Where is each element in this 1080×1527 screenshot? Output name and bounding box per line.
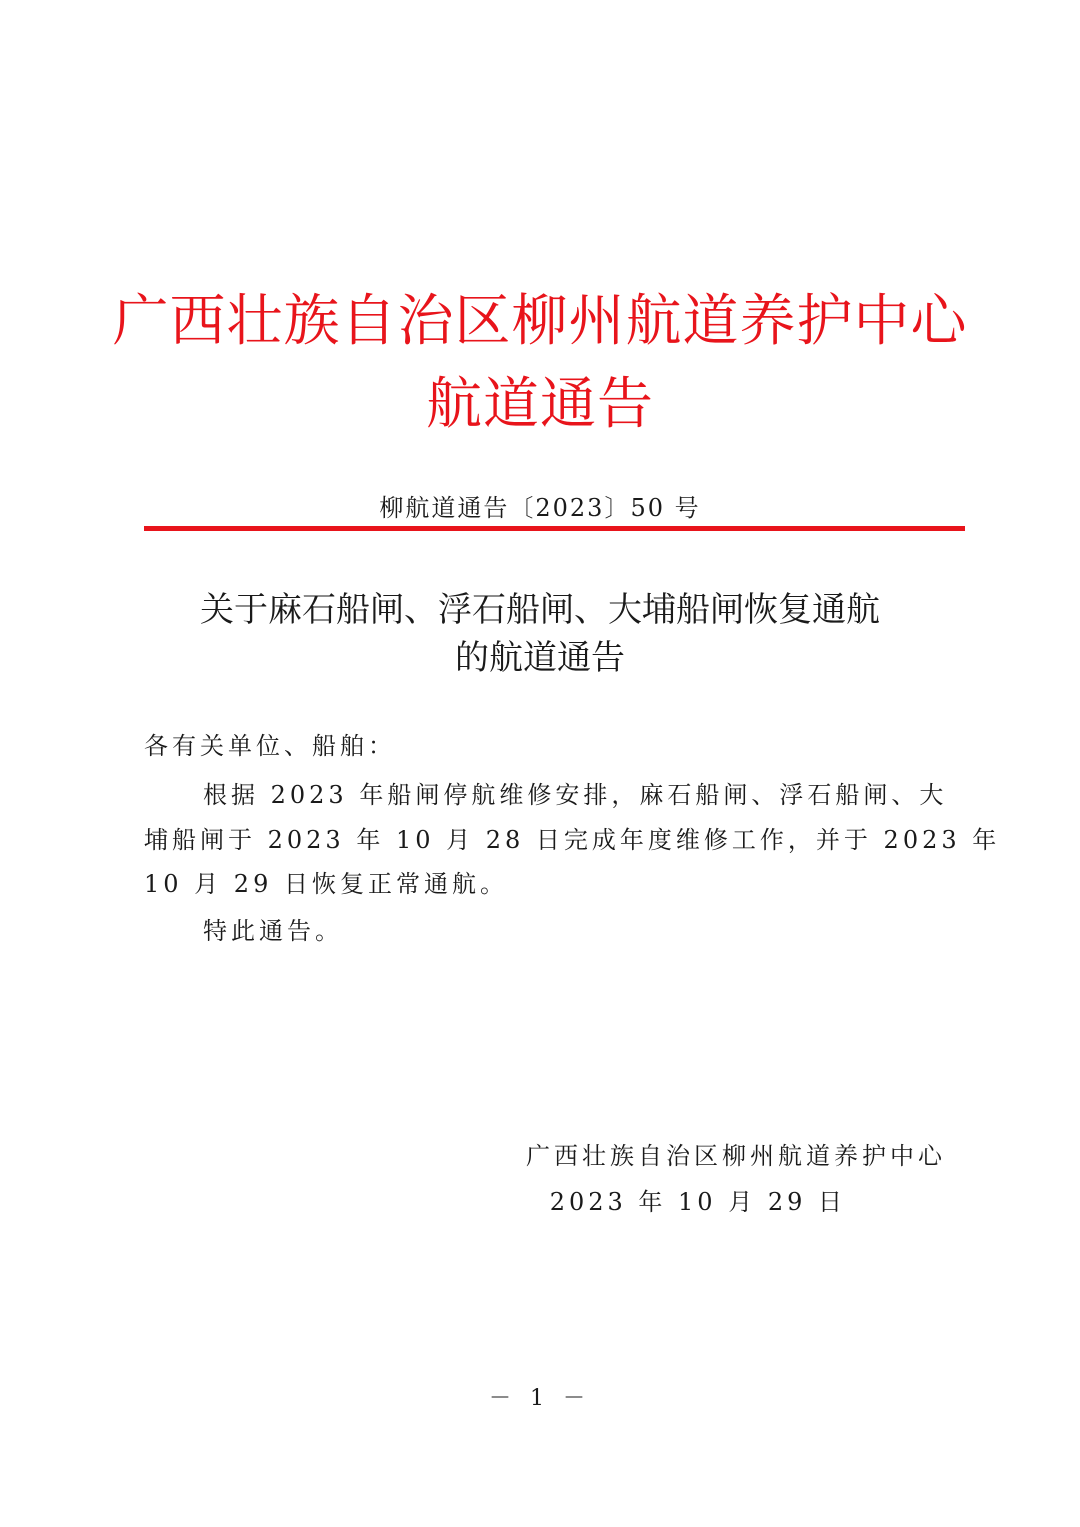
red-divider-line xyxy=(144,526,965,531)
headline-line-2: 的航道通告 xyxy=(455,638,625,678)
headline-line-1: 关于麻石船闸、浮石船闸、大埔船闸恢复通航 xyxy=(200,590,880,630)
salutation: 各有关单位、船舶： xyxy=(144,732,396,760)
closing-line: 特此通告。 xyxy=(203,917,343,945)
document-number: 柳航道通告〔2023〕50 号 xyxy=(379,494,701,522)
paragraph-line: 10 月 29 日恢复正常通航。 xyxy=(144,870,508,898)
page-number: － 1 － xyxy=(489,1386,591,1411)
signature-date: 2023 年 10 月 29 日 xyxy=(549,1188,846,1216)
document-type-title: 航道通告 xyxy=(426,372,654,437)
issuing-organization-title: 广西壮族自治区柳州航道养护中心 xyxy=(112,289,968,354)
paragraph-line: 根据 2023 年船闸停航维修安排，麻石船闸、浮石船闸、大 xyxy=(203,781,948,809)
paragraph-line: 埔船闸于 2023 年 10 月 28 日完成年度维修工作，并于 2023 年 xyxy=(144,826,1001,854)
signature-organization: 广西壮族自治区柳州航道养护中心 xyxy=(526,1142,946,1170)
